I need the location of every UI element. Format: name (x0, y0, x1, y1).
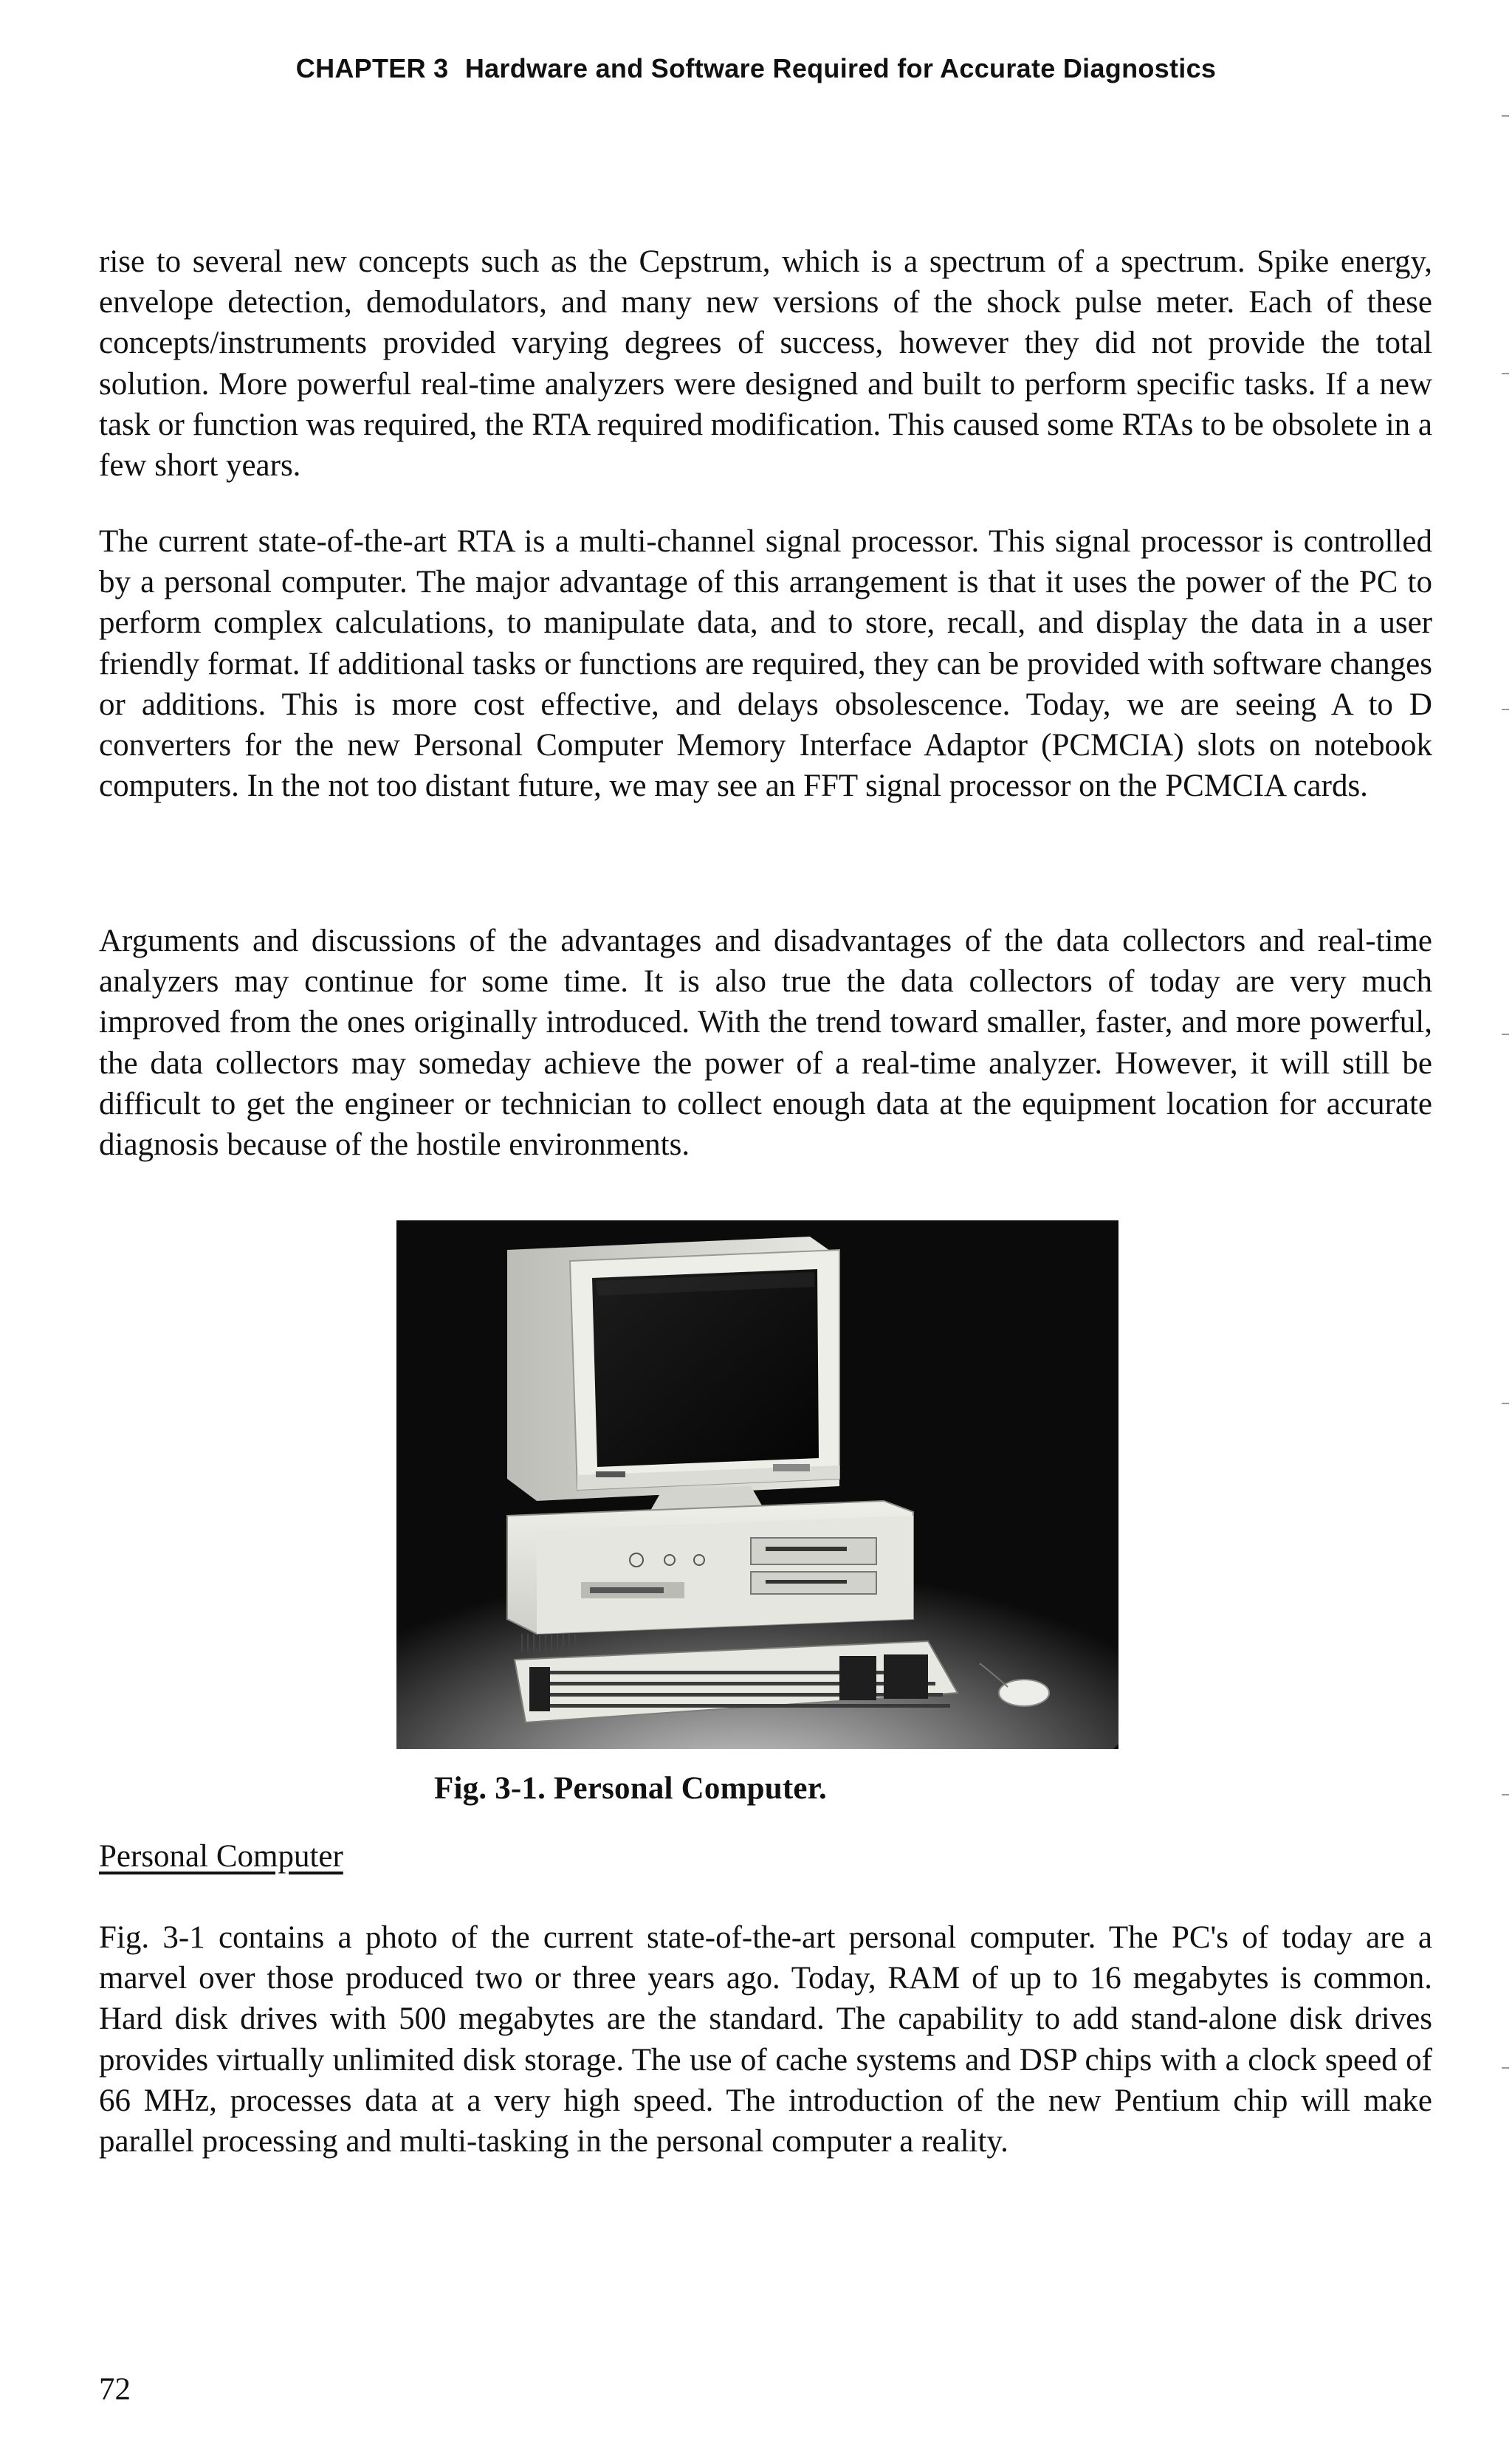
margin-tick (1502, 1034, 1509, 1035)
margin-tick (1502, 1794, 1509, 1795)
page-number: 72 (99, 2372, 131, 2407)
margin-tick (1502, 1403, 1509, 1404)
chapter-label: CHAPTER 3 (295, 53, 449, 83)
margin-tick (1502, 373, 1509, 374)
body-paragraph: rise to several new concepts such as the Cepstrum, which is a spectrum of a spectrum. Spike energy, envelope detection, demodulators, and many new versions of the shock pulse meter. Each of these concepts/instruments provided varying degrees of success, however they did not provide the total solution. More powerful real-time analyzers were designed and built to perform specific tasks. If a new task or function was required, the RTA required modification. This caused some RTAs to be obsolete in a few short years. (99, 244, 1432, 484)
figure-caption: Fig. 3-1. Personal Computer. (434, 1771, 827, 1806)
margin-tick (1502, 709, 1509, 710)
personal-computer-photo (396, 1220, 1118, 1749)
running-head (0, 53, 1512, 84)
body-paragraph: The current state-of-the-art RTA is a multi-channel signal processor. This signal processor is controlled by a personal computer. The major advantage of this arrangement is that it uses the power of the PC to perform complex calculations, to manipulate data, and to store, recall, and display the data in a user friendly format. If additional tasks or functions are required, they can be provided with software changes or additions. This is more cost effective, and delays obsolescence. Today, we are seeing A to D converters for the new Personal Computer Memory Interface Adaptor (PCMCIA) slots on notebook computers. In the not too distant future, we may see an FFT signal processor on the PCMCIA cards. (99, 524, 1432, 804)
chapter-title: Hardware and Software Required for Accurate Diagnostics (464, 53, 1217, 83)
margin-tick (1502, 2067, 1509, 2069)
body-paragraph: Arguments and discussions of the advantages and disadvantages of the data collectors and real-time analyzers may continue for some time. It is also true the data collectors of today are very much improved from the ones originally introduced. With the trend toward smaller, faster, and more powerful, the data collectors may someday achieve the power of a real-time analyzer. However, it will still be difficult to get the engineer or technician to collect enough data at the equipment location for accurate diagnosis because of the hostile environments. (99, 924, 1432, 1163)
body-paragraph: Fig. 3-1 contains a photo of the current state-of-the-art personal computer. The PC's of today are a marvel over those produced two or three years ago. Today, RAM of up to 16 megabytes is common. Hard disk drives with 500 megabytes are the standard. The capability to add stand-alone disk drives provides virtually unlimited disk storage. The use of cache systems and DSP chips with a clock speed of 66 MHz, processes data at a very high speed. The introduction of the new Pentium chip will make parallel processing and multi-tasking in the personal computer a reality. (99, 1920, 1432, 2159)
section-heading: Personal Computer (99, 1839, 343, 1874)
margin-tick (1502, 115, 1509, 117)
